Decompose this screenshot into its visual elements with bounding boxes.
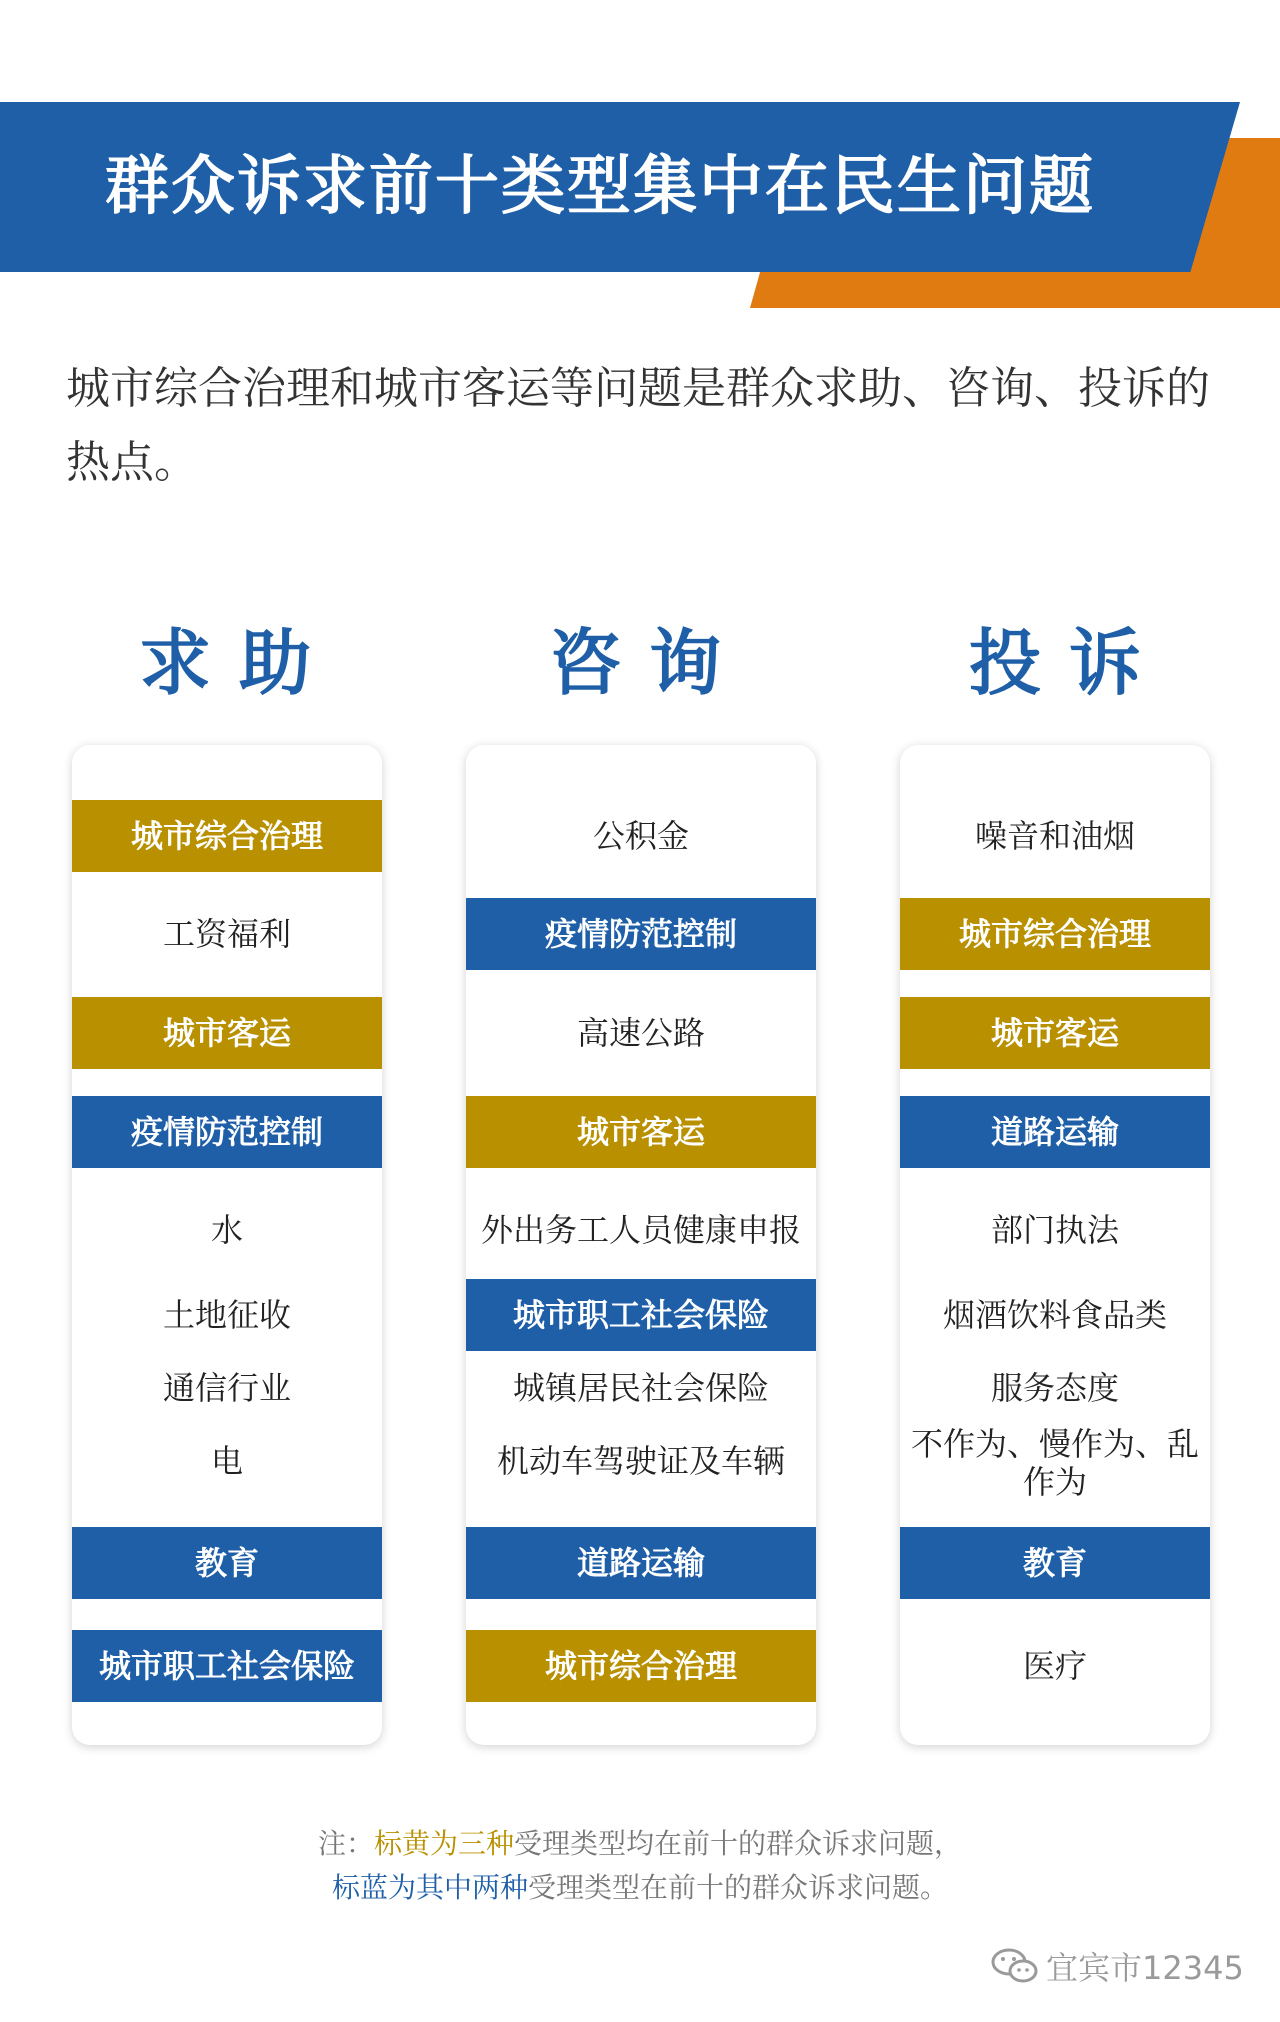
column-header-complaint: 投诉 (968, 621, 1169, 705)
list-item: 不作为、慢作为、乱作为 (910, 1425, 1199, 1501)
list-item: 城市综合治理 (466, 1630, 816, 1702)
watermark (990, 1942, 1250, 1990)
note-line-1 (0, 1822, 1280, 1862)
list-item: 土地征收 (162, 1296, 291, 1334)
list-item: 工资福利 (162, 915, 291, 953)
list-item: 烟酒饮料食品类 (942, 1296, 1167, 1334)
list-item: 城市综合治理 (900, 898, 1210, 970)
list-item: 道路运输 (900, 1096, 1210, 1168)
list-item: 服务态度 (990, 1369, 1119, 1407)
list-item: 通信行业 (162, 1369, 291, 1407)
wechat-icon (990, 1946, 1040, 1986)
list-item: 城镇居民社会保险 (512, 1369, 769, 1407)
list-item: 医疗 (1022, 1647, 1087, 1685)
list-item: 疫情防范控制 (466, 898, 816, 970)
list-item: 城市综合治理 (72, 800, 382, 872)
note-blue-highlight: 标蓝为其中两种 (331, 1871, 528, 1904)
watermark-text: 宜宾市12345 (1046, 1949, 1244, 1987)
list-item: 城市职工社会保险 (466, 1279, 816, 1351)
list-item: 疫情防范控制 (72, 1096, 382, 1168)
note-line-2-text: 受理类型在前十的群众诉求问题。 (528, 1871, 949, 1904)
list-item: 教育 (72, 1527, 382, 1599)
note-line-2 (0, 1866, 1280, 1906)
list-item: 城市职工社会保险 (72, 1630, 382, 1702)
list-item: 水 (210, 1211, 243, 1249)
list-item: 城市客运 (72, 997, 382, 1069)
list-item: 公积金 (592, 817, 689, 855)
list-item: 教育 (900, 1527, 1210, 1599)
list-item: 道路运输 (466, 1527, 816, 1599)
column-header-help: 求助 (138, 621, 339, 705)
list-item: 城市客运 (466, 1096, 816, 1168)
note-line-1-text: 受理类型均在前十的群众诉求问题， (514, 1827, 963, 1860)
list-item: 外出务工人员健康申报 (480, 1211, 801, 1249)
column-header-consult: 咨询 (548, 621, 749, 705)
list-item: 噪音和油烟 (974, 817, 1135, 855)
page-title: 群众诉求前十类型集中在民生问题 (105, 150, 1095, 224)
list-item: 部门执法 (990, 1211, 1119, 1249)
list-item: 机动车驾驶证及车辆 (496, 1442, 785, 1480)
card-consult (466, 745, 816, 1745)
note-gold-highlight: 标黄为三种 (373, 1827, 514, 1860)
card-help (72, 745, 382, 1745)
note-prefix: 注： (317, 1827, 374, 1860)
list-item: 高速公路 (576, 1014, 705, 1052)
intro-text: 城市综合治理和城市客运等问题是群众求助、咨询、投诉的热点。 (66, 363, 1210, 488)
card-complaint (900, 745, 1210, 1745)
list-item: 城市客运 (900, 997, 1210, 1069)
list-item: 电 (210, 1442, 243, 1480)
